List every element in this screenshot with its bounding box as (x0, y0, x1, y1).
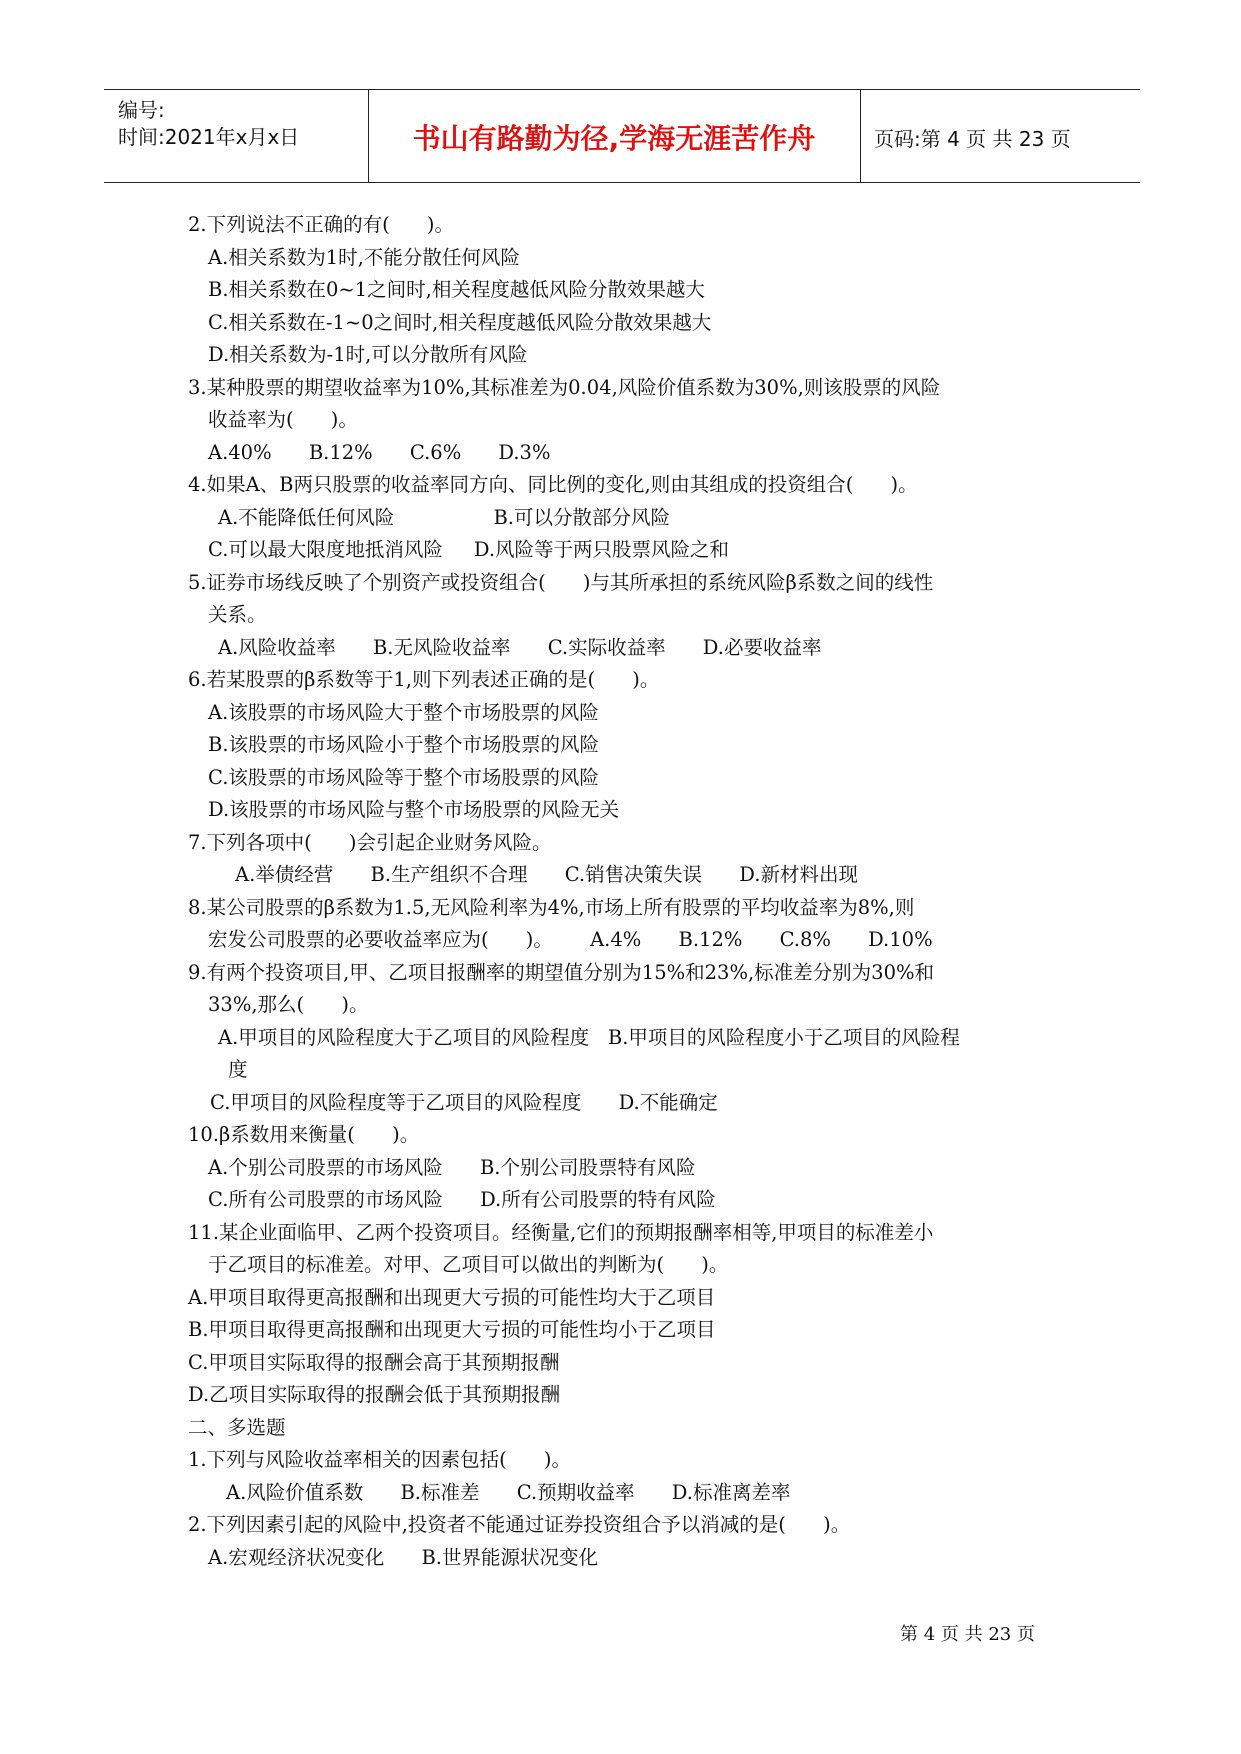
question-line: 7.下列各项中( )会引起企业财务风险。 (188, 831, 552, 854)
question-line: 1.下列与风险收益率相关的因素包括( )。 (188, 1448, 572, 1471)
question-line: 11.某企业面临甲、乙两个投资项目。经衡量,它们的预期报酬率相等,甲项目的标准差小 (188, 1221, 934, 1244)
option-line: C.该股票的市场风险等于整个市场股票的风险 (208, 766, 599, 789)
option-line: C.甲项目实际取得的报酬会高于其预期报酬 (188, 1351, 560, 1374)
option-line: A.该股票的市场风险大于整个市场股票的风险 (208, 701, 599, 724)
option-line: D.乙项目实际取得的报酬会低于其预期报酬 (188, 1383, 561, 1406)
option-line: A.风险价值系数 B.标准差 C.预期收益率 D.标准离差率 (226, 1481, 791, 1504)
question-line: 6.若某股票的β系数等于1,则下列表述正确的是( )。 (188, 668, 660, 691)
serial-label: 编号: (118, 98, 165, 122)
option-line: C.相关系数在-1~0之间时,相关程度越低风险分散效果越大 (208, 311, 712, 334)
time-line: 时间:2021年x月x日 (118, 125, 300, 149)
question-line: 2.下列说法不正确的有( )。 (188, 213, 455, 236)
question-line: 3.某种股票的期望收益率为10%,其标准差为0.04,风险价值系数为30%,则该股票的风险 (188, 376, 941, 399)
option-line: D.该股票的市场风险与整个市场股票的风险无关 (208, 798, 620, 821)
option-line: A.甲项目取得更高报酬和出现更大亏损的可能性均大于乙项目 (188, 1286, 716, 1309)
option-line: B.甲项目取得更高报酬和出现更大亏损的可能性均小于乙项目 (188, 1318, 716, 1341)
option-line: C.可以最大限度地抵消风险 D.风险等于两只股票风险之和 (208, 538, 730, 561)
option-line: A.甲项目的风险程度大于乙项目的风险程度 B.甲项目的风险程度小于乙项目的风险程 (218, 1026, 960, 1049)
question-line: 10.β系数用来衡量( )。 (188, 1123, 420, 1146)
option-continuation: 度 (228, 1058, 248, 1081)
option-line: A.40% B.12% C.6% D.3% (208, 441, 551, 464)
question-continuation: 于乙项目的标准差。对甲、乙项目可以做出的判断为( )。 (208, 1253, 729, 1276)
question-line: 8.某公司股票的β系数为1.5,无风险利率为4%,市场上所有股票的平均收益率为8%,则 (188, 896, 915, 919)
option-line: B.该股票的市场风险小于整个市场股票的风险 (208, 733, 600, 756)
question-continuation: 关系。 (208, 603, 267, 626)
option-line: C.甲项目的风险程度等于乙项目的风险程度 D.不能确定 (210, 1091, 718, 1114)
page-footer: 第 4 页 共 23 页 (900, 1624, 1035, 1645)
question-line: 4.如果A、B两只股票的收益率同方向、同比例的变化,则由其组成的投资组合( )。 (188, 473, 918, 496)
section-heading: 二、多选题 (188, 1416, 286, 1439)
option-line: C.所有公司股票的市场风险 D.所有公司股票的特有风险 (208, 1188, 716, 1211)
motto: 书山有路勤为径,学海无涯苦作舟 (412, 122, 816, 155)
option-line: A.相关系数为1时,不能分散任何风险 (208, 246, 520, 269)
option-line: A.不能降低任何风险 B.可以分散部分风险 (218, 506, 670, 529)
option-line: A.个别公司股票的市场风险 B.个别公司股票特有风险 (208, 1156, 696, 1179)
option-line: A.宏观经济状况变化 B.世界能源状况变化 (208, 1546, 599, 1569)
question-line: 9.有两个投资项目,甲、乙项目报酬率的期望值分别为15%和23%,标准差分别为30%和 (188, 961, 935, 984)
option-line: B.相关系数在0~1之间时,相关程度越低风险分散效果越大 (208, 278, 705, 301)
question-continuation: 收益率为( )。 (208, 408, 358, 431)
option-line: D.相关系数为-1时,可以分散所有风险 (208, 343, 528, 366)
question-line: 2.下列因素引起的风险中,投资者不能通过证券投资组合予以消减的是( )。 (188, 1513, 851, 1536)
page-code: 页码:第 4 页 共 23 页 (874, 127, 1071, 151)
question-continuation: 宏发公司股票的必要收益率应为( )。 A.4% B.12% C.8% D.10% (208, 928, 933, 951)
option-line: A.风险收益率 B.无风险收益率 C.实际收益率 D.必要收益率 (218, 636, 822, 659)
option-line: A.举债经营 B.生产组织不合理 C.销售决策失误 D.新材料出现 (235, 863, 858, 886)
question-continuation: 33%,那么( )。 (208, 993, 369, 1016)
question-line: 5.证券市场线反映了个别资产或投资组合( )与其所承担的系统风险β系数之间的线性 (188, 571, 934, 594)
